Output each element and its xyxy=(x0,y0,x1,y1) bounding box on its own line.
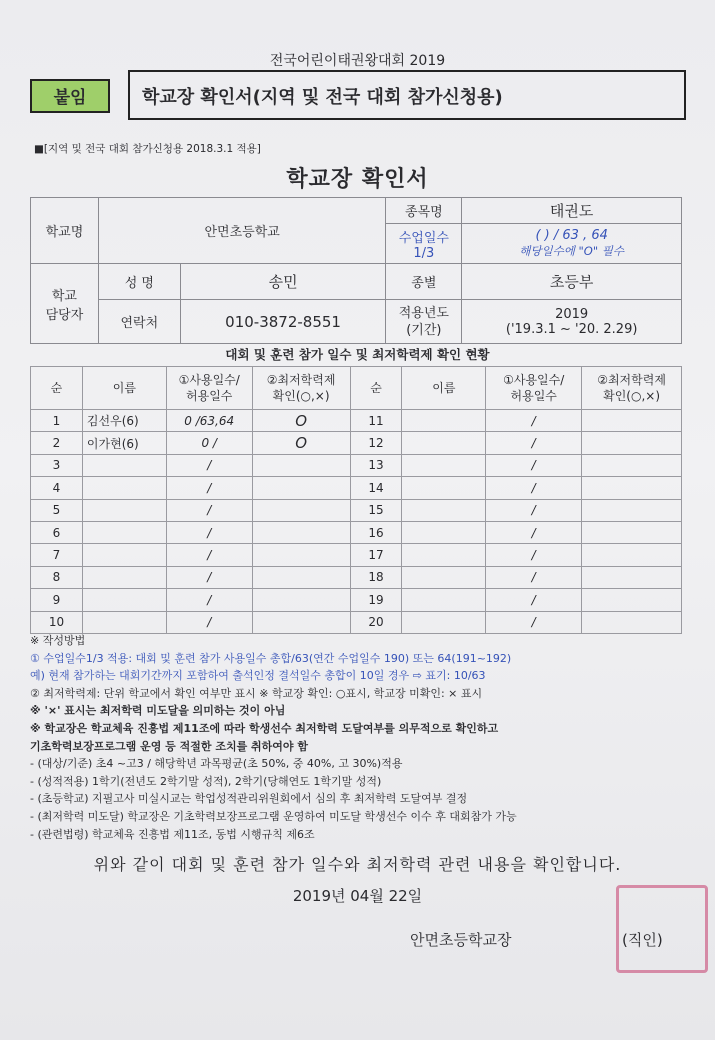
left-check-cell xyxy=(252,454,350,476)
confirmation-date: 2019년 04월 22일 xyxy=(292,887,423,905)
left-name-cell xyxy=(82,611,166,633)
left-name-cell xyxy=(82,454,166,476)
col-no: 순 xyxy=(350,367,402,410)
document-title: 학교장 확인서 xyxy=(286,167,429,192)
days-label-cell xyxy=(386,224,462,264)
name-value: 송민 xyxy=(180,264,386,300)
right-name-cell xyxy=(402,521,486,543)
right-no-cell: 17 xyxy=(350,544,402,566)
instruction-line: ※ 작성방법 xyxy=(30,634,86,647)
seal-label: (직인) xyxy=(622,931,663,949)
left-no-cell: 5 xyxy=(31,499,83,521)
right-check-cell xyxy=(582,544,682,566)
status-title: 대회 및 훈련 참가 일수 및 최저학력제 확인 현황 xyxy=(225,347,490,362)
left-days-cell: / xyxy=(166,544,252,566)
right-days-cell: / xyxy=(486,432,582,454)
col-min: ②최저학력제 확인(○,×) xyxy=(252,367,350,410)
right-check-cell xyxy=(582,410,682,432)
right-days-cell: / xyxy=(486,521,582,543)
right-days-cell: / xyxy=(486,454,582,476)
status-table xyxy=(30,366,682,634)
right-days-cell: / xyxy=(486,410,582,432)
year-period: ('19.3.1 ~ '20. 2.29) xyxy=(505,321,638,337)
right-check-cell xyxy=(582,432,682,454)
right-check-cell xyxy=(582,477,682,499)
col-no: 순 xyxy=(31,367,83,410)
table-row xyxy=(31,589,682,611)
right-name-cell xyxy=(402,499,486,521)
right-check-cell xyxy=(582,521,682,543)
instruction-line: - (대상/기준) 초4 ~고3 / 해당학년 과목평균(초 50%, 중 40%, 고 30%)적용 xyxy=(30,757,403,771)
right-no-cell: 19 xyxy=(350,589,402,611)
days-cell xyxy=(462,224,682,264)
left-check-cell: O xyxy=(252,410,350,432)
left-name-cell xyxy=(82,477,166,499)
school-name: 안면초등학교 xyxy=(98,198,386,264)
left-days-cell: / xyxy=(166,566,252,588)
instruction-line: - (최저학력 미도달) 학교장은 기초학력보장프로그램 운영하여 미도달 학생선수 이수 후 대회참가 가능 xyxy=(30,809,517,823)
right-days-cell: / xyxy=(486,544,582,566)
instruction-line: 기초학력보장프로그램 운영 등 적절한 조치를 취하여야 함 xyxy=(30,739,308,753)
left-name-cell: 김선우(6) xyxy=(82,410,166,432)
left-days-cell: / xyxy=(166,589,252,611)
table-row xyxy=(31,544,682,566)
left-name-cell xyxy=(82,499,166,521)
right-name-cell xyxy=(402,544,486,566)
table-row xyxy=(31,499,682,521)
table-row xyxy=(31,611,682,633)
left-name-cell xyxy=(82,589,166,611)
division-label: 종별 xyxy=(386,264,462,300)
right-check-cell xyxy=(582,499,682,521)
school-label: 학교명 xyxy=(31,198,99,264)
left-days-cell: 0 /63,64 xyxy=(166,410,252,432)
right-name-cell xyxy=(402,566,486,588)
staff-label: 학교 담당자 xyxy=(31,264,99,344)
right-check-cell xyxy=(582,611,682,633)
contact-label: 연락처 xyxy=(98,300,180,344)
table-row xyxy=(31,566,682,588)
instruction-line: - (성적적용) 1학기(전년도 2학기말 성적), 2학기(당해연도 1학기말 성적) xyxy=(30,774,382,788)
right-days-cell: / xyxy=(486,477,582,499)
right-check-cell xyxy=(582,454,682,476)
left-days-cell: / xyxy=(166,477,252,499)
instruction-line: - (관련법령) 학교체육 진흥법 제11조, 동법 시행규칙 제6조 xyxy=(30,827,315,841)
left-days-cell: / xyxy=(166,454,252,476)
left-no-cell: 8 xyxy=(31,566,83,588)
left-name-cell xyxy=(82,566,166,588)
right-no-cell: 16 xyxy=(350,521,402,543)
days-label: 수업일수 xyxy=(398,230,449,246)
col-name: 이름 xyxy=(82,367,166,410)
event-label: 종목명 xyxy=(386,198,462,224)
form-title: 학교장 확인서(지역 및 전국 대회 참가신청용) xyxy=(128,70,686,120)
table-row xyxy=(31,432,682,454)
info-table xyxy=(30,197,682,344)
days-sub: 1/3 xyxy=(413,245,435,261)
instruction-line: ※ 학교장은 학교체육 진흥법 제11조에 따라 학생선수 최저학력 도달여부를 의무적으로 확인하고 xyxy=(30,721,499,735)
col-days: ①사용일수/ 허용일수 xyxy=(486,367,582,410)
year-value: 2019 xyxy=(555,306,589,322)
col-name: 이름 xyxy=(402,367,486,410)
left-no-cell: 9 xyxy=(31,589,83,611)
instruction-line: ※ '×' 표시는 최저학력 미도달을 의미하는 것이 아님 xyxy=(30,704,286,718)
days-value: ( ) / 63 , 64 xyxy=(535,228,608,243)
left-check-cell xyxy=(252,611,350,633)
left-no-cell: 6 xyxy=(31,521,83,543)
left-days-cell: / xyxy=(166,611,252,633)
contact-value: 010-3872-8551 xyxy=(180,300,386,344)
instruction-line: ① 수업일수1/3 적용: 대회 및 훈련 참가 사용일수 총합/63(연간 수업일수 190) 또는 64(191~192) xyxy=(30,651,512,665)
days-note: 해당일수에 "O" 필수 xyxy=(519,244,625,258)
event-value: 태권도 xyxy=(462,198,682,224)
right-days-cell: / xyxy=(486,566,582,588)
left-days-cell: / xyxy=(166,499,252,521)
name-label: 성 명 xyxy=(98,264,180,300)
division-value: 초등부 xyxy=(462,264,682,300)
confirmation-text: 위와 같이 대회 및 훈련 참가 일수와 최저학력 관련 내용을 확인합니다. xyxy=(93,855,622,874)
right-no-cell: 14 xyxy=(350,477,402,499)
left-name-cell xyxy=(82,544,166,566)
table-row xyxy=(31,477,682,499)
principal-name: 안면초등학교장 xyxy=(410,931,512,949)
right-no-cell: 15 xyxy=(350,499,402,521)
left-days-cell: 0 / xyxy=(166,432,252,454)
col-days: ①사용일수/ 허용일수 xyxy=(166,367,252,410)
right-no-cell: 18 xyxy=(350,566,402,588)
left-days-cell: / xyxy=(166,521,252,543)
year-label: 적용년도 (기간) xyxy=(386,300,462,344)
left-no-cell: 3 xyxy=(31,454,83,476)
right-name-cell xyxy=(402,454,486,476)
left-check-cell xyxy=(252,521,350,543)
left-name-cell: 이가현(6) xyxy=(82,432,166,454)
left-check-cell xyxy=(252,499,350,521)
left-check-cell xyxy=(252,589,350,611)
right-check-cell xyxy=(582,589,682,611)
table-row xyxy=(31,410,682,432)
left-check-cell xyxy=(252,566,350,588)
writing-instructions xyxy=(30,632,517,843)
table-row xyxy=(31,521,682,543)
right-name-cell xyxy=(402,477,486,499)
left-check-cell xyxy=(252,544,350,566)
right-name-cell xyxy=(402,432,486,454)
right-name-cell xyxy=(402,589,486,611)
right-no-cell: 11 xyxy=(350,410,402,432)
right-days-cell: / xyxy=(486,611,582,633)
right-no-cell: 20 xyxy=(350,611,402,633)
left-no-cell: 10 xyxy=(31,611,83,633)
status-header-row xyxy=(31,367,682,410)
left-no-cell: 7 xyxy=(31,544,83,566)
left-no-cell: 1 xyxy=(31,410,83,432)
right-name-cell xyxy=(402,611,486,633)
right-name-cell xyxy=(402,410,486,432)
col-min: ②최저학력제 확인(○,×) xyxy=(582,367,682,410)
left-check-cell xyxy=(252,477,350,499)
event-title: 전국어린이태권왕대회 2019 xyxy=(269,53,446,69)
right-no-cell: 12 xyxy=(350,432,402,454)
right-days-cell: / xyxy=(486,589,582,611)
attachment-tag: 붙임 xyxy=(30,79,110,113)
form-note: ■[지역 및 전국 대회 참가신청용 2018.3.1 적용] xyxy=(34,143,261,155)
instruction-line: - (초등학교) 지필고사 미실시교는 학업성적관리위원회에서 심의 후 최저학력 도달여부 결정 xyxy=(30,792,468,806)
left-name-cell xyxy=(82,521,166,543)
year-cell xyxy=(462,300,682,344)
instruction-line: 예) 현재 참가하는 대회기간까지 포함하여 출석인정 결석일수 총합이 10일 경우 ⇨ 표기: 10/63 xyxy=(30,669,486,683)
table-row xyxy=(31,454,682,476)
right-check-cell xyxy=(582,566,682,588)
left-no-cell: 4 xyxy=(31,477,83,499)
instruction-line: ② 최저학력제: 단위 학교에서 확인 여부만 표시 ※ 학교장 확인: ○표시, 학교장 미확인: × 표시 xyxy=(30,686,483,700)
left-no-cell: 2 xyxy=(31,432,83,454)
right-no-cell: 13 xyxy=(350,454,402,476)
left-check-cell: O xyxy=(252,432,350,454)
right-days-cell: / xyxy=(486,499,582,521)
